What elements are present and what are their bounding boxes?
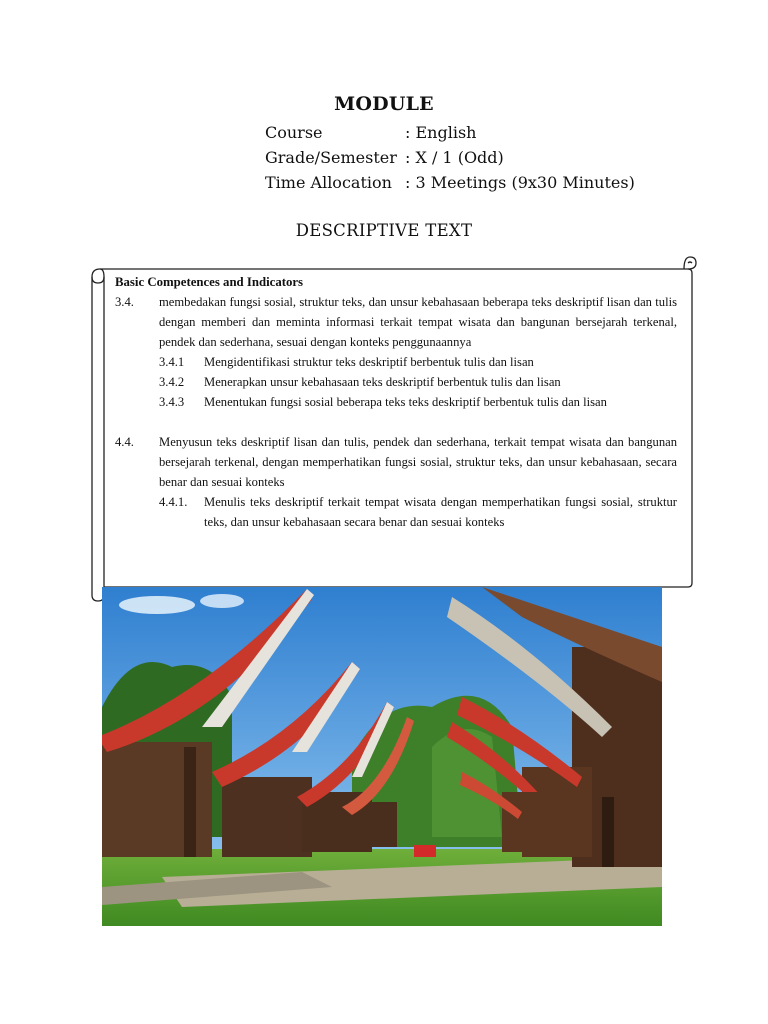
competence-item (115, 432, 677, 532)
indicator-item (159, 372, 677, 392)
indicator-text: Menentukan fungsi sosial beberapa teks teks deskriptif berbentuk tulis dan lisan (204, 395, 607, 409)
time-label: Time Allocation (265, 173, 392, 192)
indicator-number: 3.4.1 (159, 355, 185, 369)
indicator-text: Menerapkan unsur kebahasaan teks deskriptif berbentuk tulis dan lisan (204, 375, 561, 389)
grade-value: : X / 1 (Odd) (405, 148, 504, 167)
spacer (115, 412, 677, 432)
indicator-number: 3.4.2 (159, 375, 185, 389)
competence-text: Menyusun teks deskriptif lisan dan tulis, pendek dan sederhana, terkait tempat wisata dan bangunan bersejarah terkenal, dengan memperhatikan fungsi sosial, struktur teks, dan unsur kebahasaan, secara benar dan sesuai konteks (159, 435, 677, 489)
course-value: : English (405, 123, 477, 142)
course-label: Course (265, 123, 323, 142)
section-title: DESCRIPTIVE TEXT (295, 221, 473, 240)
competence-text: membedakan fungsi sosial, struktur teks, dan unsur kebahasaan beberapa teks deskriptif lisan dan tulis dengan memberi dan meminta informasi terkait tempat wisata dan bangunan bersejarah terkenal, pendek dan sederhana, sesuai dengan konteks penggunaannya (159, 295, 677, 349)
module-title: MODULE (334, 93, 434, 115)
time-value: : 3 Meetings (9x30 Minutes) (405, 173, 635, 192)
indicator-item (159, 352, 677, 372)
indicator-item (159, 392, 677, 412)
time-row (265, 170, 635, 195)
grade-row (265, 145, 635, 170)
grade-label: Grade/Semester (265, 148, 397, 167)
course-row (265, 120, 635, 145)
indicator-text: Mengidentifikasi struktur teks deskriptif berbentuk tulis dan lisan (204, 355, 534, 369)
competence-item (115, 292, 677, 412)
competences-heading: Basic Competences and Indicators (115, 275, 304, 289)
tongkonan-illustration (102, 587, 662, 926)
module-meta (265, 120, 635, 195)
indicator-number: 4.4.1. (159, 495, 188, 509)
tongkonan-houses-photo (102, 587, 662, 926)
competence-number: 4.4. (115, 435, 134, 449)
indicator-text: Menulis teks deskriptif terkait tempat wisata dengan memperhatikan fungsi sosial, struktur teks, dan unsur kebahasaan secara benar dan sesuai konteks (204, 495, 677, 529)
indicator-item (159, 492, 677, 532)
indicator-number: 3.4.3 (159, 395, 185, 409)
competence-number: 3.4. (115, 295, 134, 309)
competences-box (115, 272, 677, 532)
